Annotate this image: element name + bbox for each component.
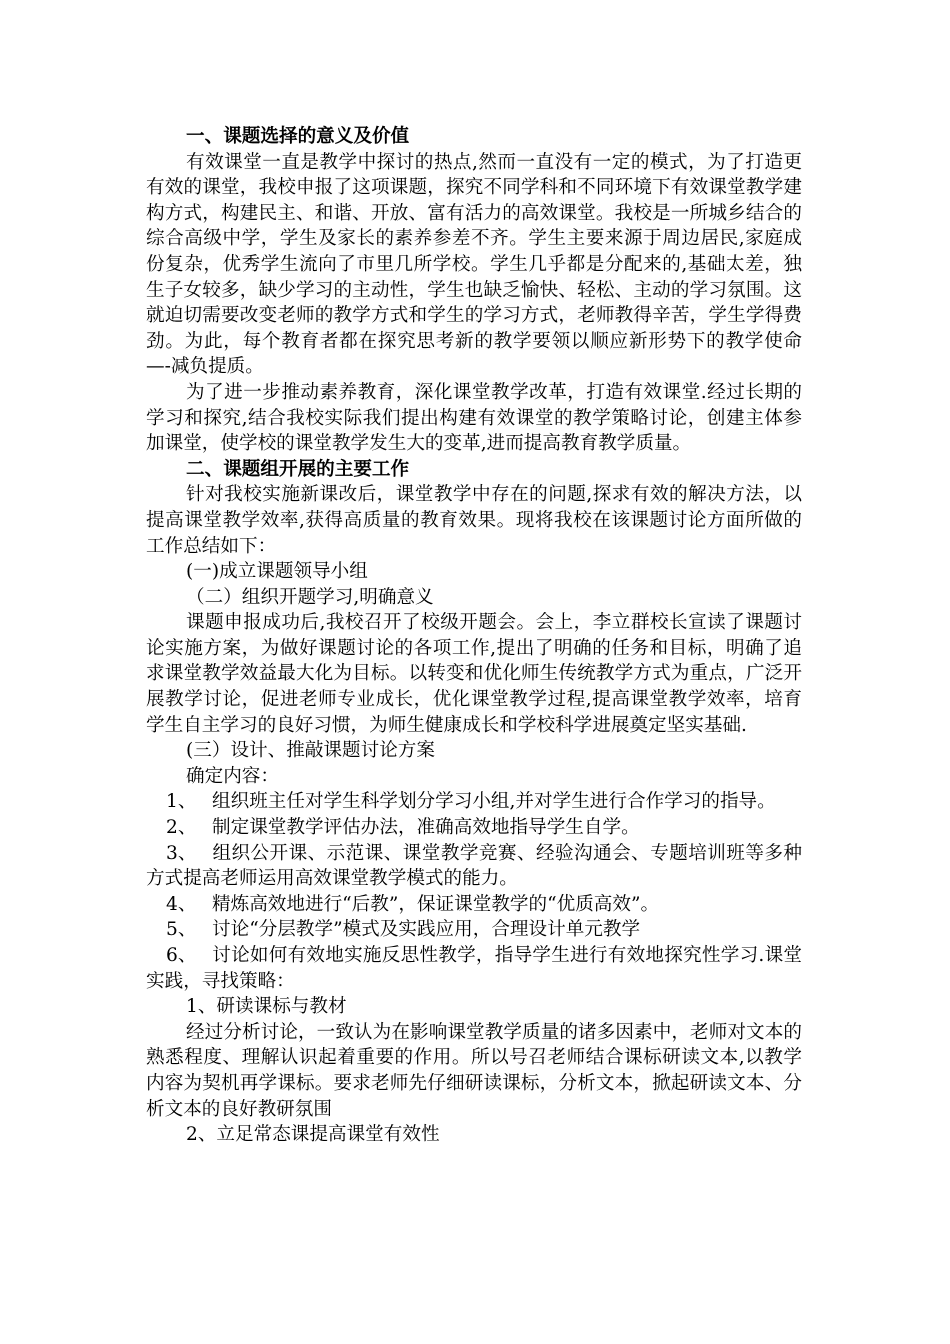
subheading-4: 确定内容： xyxy=(186,765,279,787)
subheading-2: （二）组织开题学习,明确意义 xyxy=(186,586,434,608)
paragraph-5: 经过分析讨论，一致认为在影响课堂教学质量的诸多因素中，老师对文本的熟悉程度、理解认识起着重要的作用。所以号召老师结合课标研读文本,以教学内容为契机再学课标。要求老师先仔细研读课标，分析文本，掀起研读文本、分析文本的良好教研氛围 xyxy=(146,1021,802,1120)
list-item xyxy=(146,815,802,841)
list-item-number: 1、 xyxy=(166,791,197,813)
list-item xyxy=(146,841,802,892)
subheading-6: 2、立足常态课提高课堂有效性 xyxy=(186,1124,440,1146)
section-heading-1: 一、课题选择的意义及价值 xyxy=(186,126,410,147)
list-item-text: 讨论“分层教学”模式及实践应用，合理设计单元教学 xyxy=(212,919,641,941)
list-item-number: 2、 xyxy=(166,817,197,839)
subheading-5: 1、研读课标与教材 xyxy=(186,996,347,1018)
list-item-text: 讨论如何有效地实施反思性教学，指导学生进行有效地探究性学习.课堂实践，寻找策略： xyxy=(146,945,802,992)
paragraph-4: 课题申报成功后,我校召开了校级开题会。会上，李立群校长宣读了课题讨论实施方案，为做好课题讨论的各项工作,提出了明确的任务和目标，明确了追求课堂教学效益最大化为目标。以转变和优化师生传统教学方式为重点，广泛开展教学讨论，促进老师专业成长，优化课堂教学过程,提高课堂教学效率，培育学生自主学习的良好习惯，为师生健康成长和学校科学进展奠定坚实基础. xyxy=(146,612,802,736)
list-item-number: 5、 xyxy=(166,919,197,941)
list-item-text: 组织班主任对学生科学划分学习小组,并对学生进行合作学习的指导。 xyxy=(212,791,776,813)
list-item-text: 精炼高效地进行“后教”，保证课堂教学的“优质高效”。 xyxy=(212,893,660,915)
list-item-number: 4、 xyxy=(166,893,197,915)
paragraph-1: 有效课堂一直是教学中探讨的热点,然而一直没有一定的模式，为了打造更有效的课堂，我校申报了这项课题，探究不同学科和不同环境下有效课堂教学建构方式，构建民主、和谐、开放、富有活力的高效课堂。我校是一所城乡结合的综合高级中学，学生及家长的素养参差不齐。学生主要来源于周边居民,家庭成份复杂，优秀学生流向了市里几所学校。学生几乎都是分配来的,基础太差，独生子女较多，缺少学习的主动性，学生也缺乏愉快、轻松、主动的学习氛围。这就迫切需要改变老师的教学方式和学生的学习方式，老师教得辛苦，学生学得费劲。为此，每个教育者都在探究思考新的教学要领以顺应新形势下的教学使命—-减负提质。 xyxy=(146,151,802,378)
document-body xyxy=(146,124,802,1148)
list-item-text: 制定课堂教学评估办法，准确高效地指导学生自学。 xyxy=(212,817,640,839)
list-item-number: 3、 xyxy=(166,842,197,864)
list-item-text: 组织公开课、示范课、课堂教学竞赛、经验沟通会、专题培训班等多种方式提高老师运用高效课堂教学模式的能力。 xyxy=(146,842,802,890)
list-item xyxy=(146,943,802,994)
list-item xyxy=(146,789,802,815)
subheading-1: (一)成立课题领导小组 xyxy=(186,561,368,583)
paragraph-2: 为了进一步推动素养教育，深化课堂教学改革，打造有效课堂.经过长期的学习和探究,结合我校实际我们提出构建有效课堂的教学策略讨论，创建主体参加课堂，使学校的课堂教学发生大的变革,进而提高教育教学质量。 xyxy=(146,381,802,455)
paragraph-3: 针对我校实施新课改后，课堂教学中存在的问题,探求有效的解决方法，以提高课堂教学效率,获得高质量的教育效果。现将我校在该课题讨论方面所做的工作总结如下： xyxy=(146,484,802,557)
section-heading-2: 二、课题组开展的主要工作 xyxy=(186,458,410,480)
subheading-3: (三）设计、推敲课题讨论方案 xyxy=(186,740,435,762)
list-item-number: 6、 xyxy=(166,945,197,966)
list-item xyxy=(146,892,802,918)
list-item xyxy=(146,917,802,943)
